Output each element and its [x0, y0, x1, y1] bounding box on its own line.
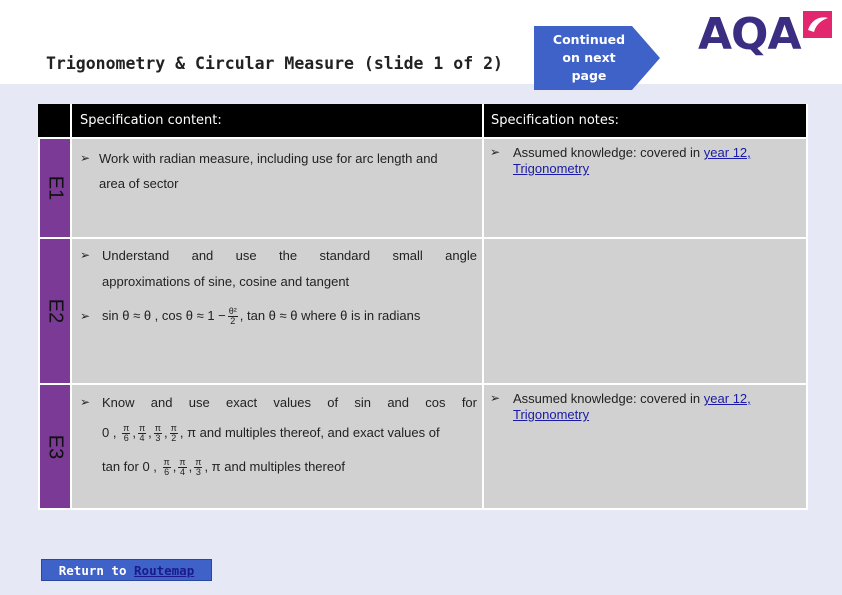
e3-line2: 0 , $\frac{\pi}{6}$ , $\frac{\pi}{4}$ , $\frac{\pi}{3}$ , $\frac{\pi}{2}$ , π and multiples thereof, and exact values of — [102, 423, 440, 444]
row-label-e3: E3 — [40, 385, 70, 508]
aqa-logo — [698, 8, 834, 58]
e2-bullet1-line1: Understand and use the standard small angle — [102, 248, 477, 263]
e2-formula — [102, 301, 420, 331]
button-prefix: Return to — [58, 563, 127, 578]
header-content: Specification content: — [72, 104, 482, 137]
continued-arrow[interactable] — [516, 23, 662, 93]
e1-note-prefix: Assumed knowledge: covered in — [513, 145, 701, 160]
logo-swoosh-icon — [802, 10, 834, 40]
frac-pi-3: $\frac{\pi}{3}$ — [154, 423, 161, 444]
logo-text: AQA — [698, 9, 801, 60]
frac-pi-6: $\frac{\pi}{6}$ — [163, 457, 170, 478]
continued-label: Continued on next page — [552, 32, 626, 83]
return-to-routemap-button[interactable] — [41, 559, 212, 581]
e2-formula-lead: sin θ ≈ θ , cos θ ≈ 1 − — [102, 308, 226, 323]
row-e3-content — [72, 385, 482, 508]
header-notes: Specification notes: — [484, 104, 806, 137]
e2-formula-tail: , tan θ ≈ θ where θ is in radians — [239, 308, 421, 323]
bullet-arrow-icon: ➢ — [80, 309, 91, 323]
row-e1-content — [72, 139, 482, 237]
bullet-arrow-icon: ➢ — [80, 151, 91, 165]
frac-pi-3: $\frac{\pi}{3}$ — [195, 457, 202, 478]
e3-note — [513, 391, 795, 423]
row-e3-notes — [484, 385, 806, 508]
frac-pi-4: $\frac{\pi}{4}$ — [138, 423, 146, 444]
row-e2-content — [72, 239, 482, 383]
e3-line3: tan for 0 , $\frac{\pi}{6}$ , $\frac{\pi}{4}$ , $\frac{\pi}{3}$ , π and multiples thereof — [102, 457, 345, 478]
bullet-arrow-icon: ➢ — [490, 391, 501, 405]
e1-content-line1: Work with radian measure, including use for arc length and — [99, 151, 438, 166]
frac-pi-2: $\frac{\pi}{2}$ — [170, 423, 177, 444]
e3-note-prefix: Assumed knowledge: covered in — [513, 391, 701, 406]
routemap-link[interactable]: Routemap — [134, 563, 195, 578]
header-blank — [38, 104, 70, 137]
e3-note-link[interactable]: year 12, Trigonometry — [513, 391, 751, 422]
row-label-e2: E2 — [40, 239, 70, 383]
frac-pi-6: $\frac{\pi}{6}$ — [123, 423, 130, 444]
row-label-e1: E1 — [40, 139, 70, 237]
e2-bullet1-line2: approximations of sine, cosine and tangent — [102, 274, 350, 289]
frac-pi-4: $\frac{\pi}{4}$ — [179, 457, 186, 478]
e1-note-link[interactable]: year 12, Trigonometry — [513, 145, 751, 176]
e2-formula-fraction: $\frac{\text{θ²}}{2}$ — [228, 306, 237, 327]
bullet-arrow-icon: ➢ — [80, 248, 91, 262]
e1-content-line2: area of sector — [99, 176, 179, 191]
bullet-arrow-icon: ➢ — [80, 395, 91, 409]
e1-note — [513, 145, 795, 177]
e3-bullet-line1: Know and use exact values of sin and cos for — [102, 395, 477, 410]
spec-table — [38, 104, 808, 510]
row-e2-notes — [484, 239, 806, 383]
page-title: Trigonometry & Circular Measure (slide 1 of 2) — [46, 54, 503, 73]
row-e1-notes — [484, 139, 806, 237]
bullet-arrow-icon: ➢ — [490, 145, 501, 159]
